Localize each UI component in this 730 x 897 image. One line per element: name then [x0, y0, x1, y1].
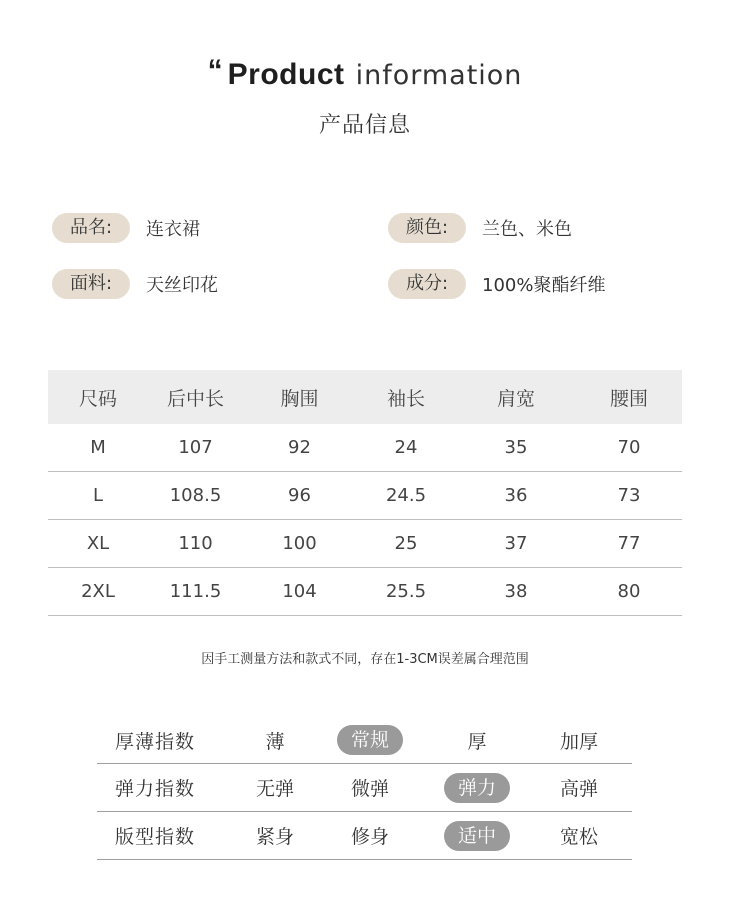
table-cell: 100	[282, 533, 317, 554]
table-cell: XL	[86, 533, 110, 554]
measurement-note: 因手工测量方法和款式不同，存在1-3CM误差属合理范围	[201, 652, 529, 667]
info-item-name	[52, 213, 200, 243]
table-cell: 36	[504, 485, 528, 506]
info-value: 100%聚酯纤维	[482, 275, 606, 296]
section-heading	[0, 54, 730, 92]
table-cell: 111.5	[169, 581, 222, 602]
section-subtitle: 产品信息	[318, 113, 411, 138]
column-header: 后中长	[166, 387, 224, 410]
index-option: 薄	[265, 730, 285, 753]
table-cell: M	[90, 437, 106, 458]
heading-light: information	[355, 60, 523, 91]
index-option: 紧身	[255, 826, 294, 848]
table-cell: 24	[394, 437, 418, 458]
table-cell: 2XL	[81, 581, 115, 602]
table-row	[48, 424, 682, 472]
size-table-header	[48, 370, 682, 424]
info-item-fabric	[52, 269, 218, 299]
table-cell: 24.5	[385, 485, 427, 506]
table-cell: 96	[288, 485, 311, 506]
column-header: 尺码	[78, 387, 117, 410]
index-row-elasticity	[97, 764, 632, 812]
table-cell: 77	[617, 533, 641, 554]
table-cell: 38	[504, 581, 528, 602]
column-header: 袖长	[386, 387, 425, 410]
info-label: 成分:	[388, 269, 466, 299]
info-label: 面料:	[52, 269, 130, 299]
info-label: 颜色:	[388, 213, 466, 243]
table-cell: 104	[282, 581, 317, 602]
table-cell: 35	[504, 437, 528, 458]
table-cell: 25	[394, 533, 418, 554]
index-title: 版型指数	[115, 826, 196, 848]
index-title: 厚薄指数	[115, 730, 196, 753]
table-cell: 92	[288, 437, 311, 458]
index-option: 厚	[467, 730, 487, 753]
column-header: 肩宽	[496, 387, 535, 410]
index-option: 修身	[350, 826, 389, 848]
table-cell: 25.5	[385, 581, 427, 602]
index-option-selected: 适中	[437, 812, 517, 859]
column-header: 腰围	[609, 387, 648, 410]
table-row	[48, 568, 682, 616]
info-item-composition	[388, 269, 605, 299]
size-table	[48, 370, 682, 616]
info-value: 天丝印花	[146, 275, 218, 296]
quote-mark: “	[207, 54, 223, 87]
info-item-color	[388, 213, 572, 243]
index-title: 弹力指数	[115, 778, 196, 800]
table-cell: 73	[617, 485, 641, 506]
index-option: 高弹	[559, 778, 598, 800]
table-cell: 107	[178, 437, 213, 458]
index-option-selected: 弹力	[437, 764, 517, 811]
index-option-selected: 常规	[330, 717, 410, 763]
table-cell: 37	[504, 533, 528, 554]
index-row-fit	[97, 812, 632, 860]
table-cell: 108.5	[169, 485, 222, 506]
index-table	[97, 717, 632, 860]
table-row	[48, 520, 682, 568]
info-value: 连衣裙	[146, 219, 200, 240]
column-header: 胸围	[280, 387, 319, 410]
index-option: 宽松	[559, 826, 598, 848]
table-cell: 70	[617, 437, 641, 458]
index-option: 微弹	[350, 778, 389, 800]
table-row	[48, 472, 682, 520]
index-option: 无弹	[255, 778, 294, 800]
info-label: 品名:	[52, 213, 130, 243]
heading-bold: Product	[227, 58, 345, 91]
table-cell: 110	[178, 533, 213, 554]
index-option: 加厚	[559, 730, 598, 753]
table-cell: 80	[617, 581, 641, 602]
index-row-thickness	[97, 717, 632, 764]
info-value: 兰色、米色	[482, 219, 572, 240]
table-cell: L	[92, 485, 104, 506]
